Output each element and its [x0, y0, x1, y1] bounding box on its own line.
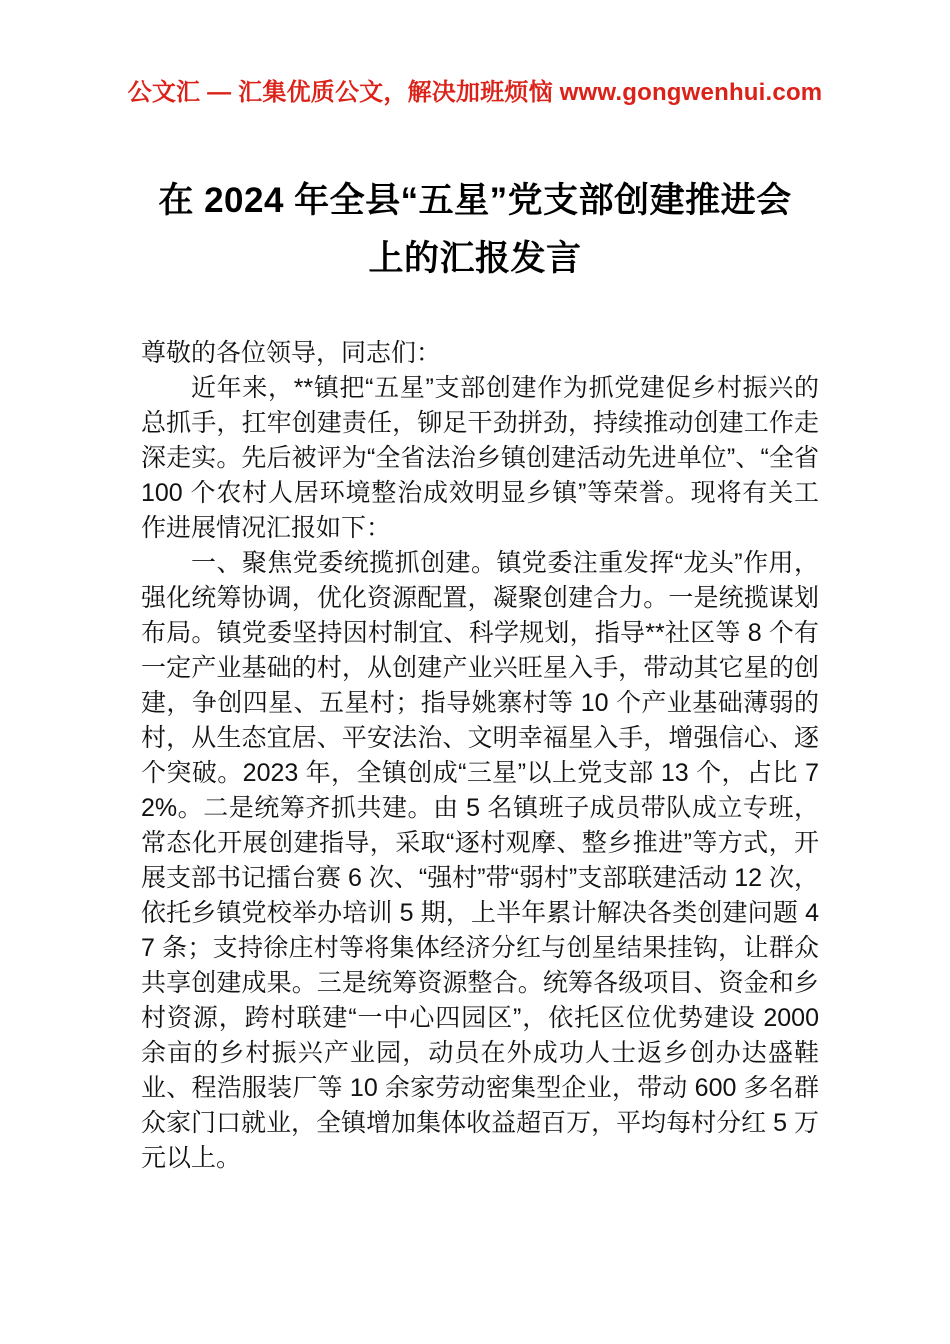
salutation-paragraph: 尊敬的各位领导，同志们：: [141, 339, 442, 367]
document-body: [141, 336, 819, 1176]
body-paragraph-1: 近年来，**镇把“五星”支部创建作为抓党建促乡村振兴的总抓手，扛牢创建责任，铆足干劲拼劲，持续推动创建工作走深走实。先后被评为“全省法治乡镇创建活动先进单位”、“全省 100 个农村人居环境整治成效明显乡镇”等荣誉。现将有关工作进展情况汇报如下：: [141, 374, 819, 542]
page-title-line-1: 在 2024 年全县“五星”党支部创建推进会: [158, 181, 792, 220]
page-title: [120, 172, 830, 288]
body-paragraph-2: 一、聚焦党委统揽抓创建。镇党委注重发挥“龙头”作用，强化统筹协调，优化资源配置，凝聚创建合力。一是统揽谋划布局。镇党委坚持因村制宜、科学规划，指导**社区等 8 个有一定产业基础的村，从创建产业兴旺星入手，带动其它星的创建，争创四星、五星村；指导姚寨村等 10 个产业基础薄弱的村，从生态宜居、平安法治、文明幸福星入手，增强信心、逐个突破。2023 年，全镇创成“三星”以上党支部 13 个，占比 72%。二是统筹齐抓共建。由 5 名镇班子成员带队成立专班，常态化开展创建指导，采取“逐村观摩、整乡推进”等方式，开展支部书记擂台赛 6 次、“强村”带“弱村”支部联建活动 12 次，依托乡镇党校举办培训 5 期，上半年累计解决各类创建问题 47 条；支持徐庄村等将集体经济分红与创星结果挂钩，让群众共享创建成果。三是统筹资源整合。统筹各级项目、资金和乡村资源，跨村联建“一中心四园区”，依托区位优势建设 2000 余亩的乡村振兴产业园，动员在外成功人士返乡创办达盛鞋业、程浩服装厂等 10 余家劳动密集型企业，带动 600 多名群众家门口就业，全镇增加集体收益超百万，平均每村分红 5 万元以上。: [141, 549, 819, 1172]
page-title-line-2: 上的汇报发言: [368, 239, 582, 278]
site-watermark-banner: 公文汇 — 汇集优质公文，解决加班烦恼 www.gongwenhui.com: [127, 79, 823, 106]
